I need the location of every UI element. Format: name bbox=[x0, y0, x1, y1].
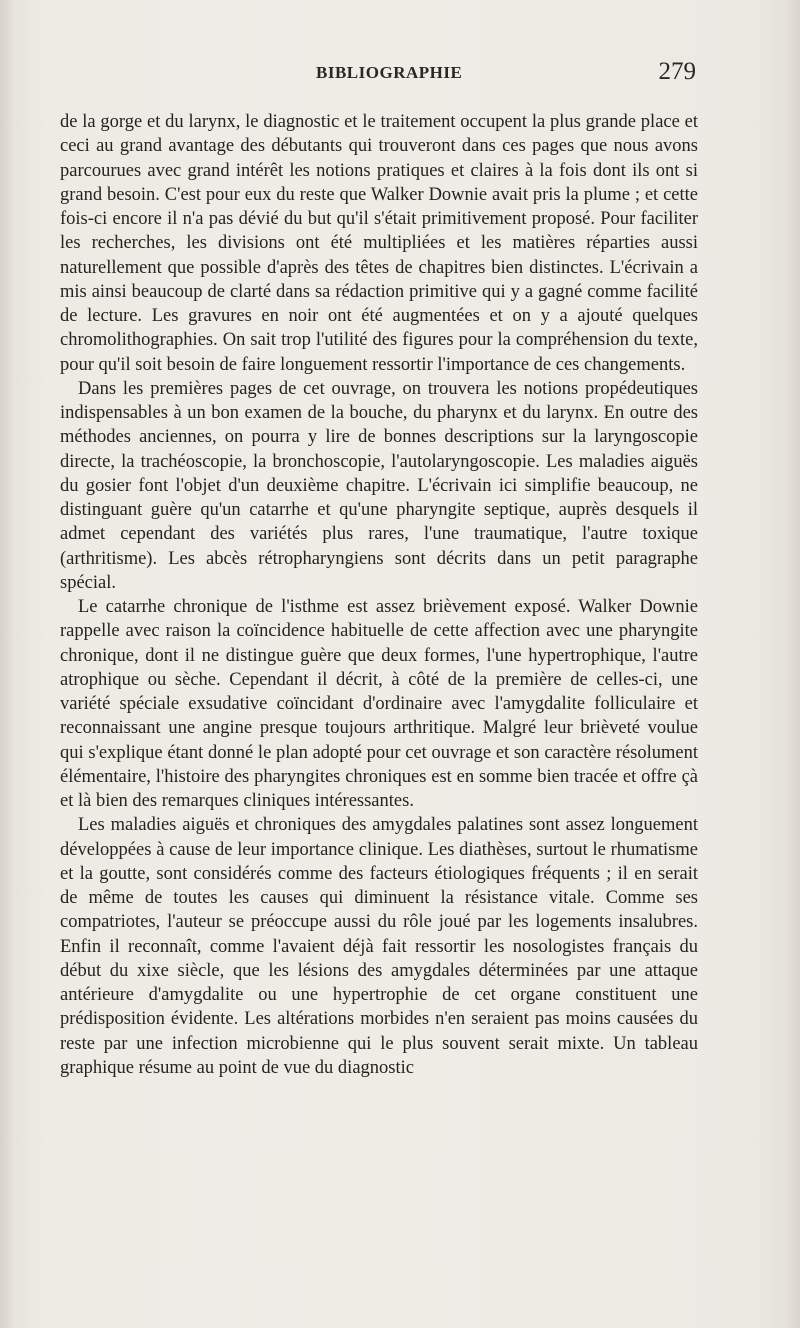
page-edge-shadow bbox=[786, 0, 800, 1328]
page-gutter-shadow bbox=[0, 0, 14, 1328]
running-header bbox=[60, 60, 696, 90]
paragraph-3: Le catarrhe chronique de l'isthme est assez brièvement exposé. Walker Downie rappelle avec raison la coïncidence habituelle de cette affection avec une pharyngite chronique, dont il ne distingue guère que deux formes, l'une hypertrophique, l'autre atrophique ou sèche. Cependant il décrit, à côté de la première de celles-ci, une variété spéciale exsudative coïncidant d'ordinaire avec l'amygdalite folliculaire et reconnaissant une angine presque toujours arthritique. Malgré leur brièveté voulue qui s'explique étant donné le plan adopté pour cet ouvrage et son caractère résolument élémentaire, l'histoire des pharyngites chroniques est en somme bien tracée et offre çà et là bien des remarques cliniques intéressantes. bbox=[60, 597, 698, 811]
running-title: BIBLIOGRAPHIE bbox=[316, 63, 463, 82]
body-text bbox=[60, 110, 698, 1080]
paragraph-2: Dans les premières pages de cet ouvrage, on trouvera les notions propédeutiques indispensables à un bon examen de la bouche, du pharynx et du larynx. En outre des méthodes anciennes, on pourra y lire de bonnes descriptions sur la laryngoscopie directe, la trachéoscopie, la bronchoscopie, l'autolaryngoscopie. Les maladies aiguës du gosier font l'objet d'un deuxième chapitre. L'écrivain ici simplifie beaucoup, ne distinguant guère qu'un catarrhe et qu'une pharyngite septique, auprès desquels il admet cependant des variétés plus rares, l'une traumatique, l'autre toxique (arthritisme). Les abcès rétropharyngiens sont décrits dans un petit paragraphe spécial. bbox=[60, 378, 698, 593]
paragraph-1: de la gorge et du larynx, le diagnostic et le traitement occupent la plus grande place et ceci au grand avantage des débutants qui trouveront dans ces pages que nous avons parcourues avec grand intérêt les notions pratiques et claires à la fois dont ils ont si grand besoin. C'est pour eux du reste que Walker Downie avait pris la plume ; et cette fois-ci encore il n'a pas dévié du but qu'il s'était primitivement proposé. Pour faciliter les recherches, les divisions ont été multipliées et les matières réparties aussi naturellement que possible d'après des têtes de chapitres bien distinctes. L'écrivain a mis ainsi beaucoup de clarté dans sa rédaction primitive qui y a gagné comme facilité de lecture. Les gravures en noir ont été augmentées et on y a ajouté quelques chromolithographies. On sait trop l'utilité des figures pour la compréhension du texte, pour qu'il soit besoin de faire longuement ressortir l'importance de ces changements. bbox=[60, 112, 698, 375]
paragraph-4: Les maladies aiguës et chroniques des amygdales palatines sont assez longuement développées à cause de leur importance clinique. Les diathèses, surtout le rhumatisme et la goutte, sont considérés comme des facteurs étiologiques fréquents ; il en serait de même de toutes les causes qui diminuent la résistance vitale. Comme ses compatriotes, l'auteur se préoccupe aussi du rôle joué par les logements insalubres. Enfin il reconnaît, comme l'avaient déjà fait ressortir les nosologistes français du début du xixe siècle, que les lésions des amygdales déterminées par une attaque antérieure d'amygdalite ou une hypertrophie de cet organe constituent une prédisposition évidente. Les altérations morbides n'en seraient pas moins causées du reste par une infection microbienne qui le plus souvent serait mixte. Un tableau graphique résume au point de vue du diagnostic bbox=[60, 815, 698, 1078]
page-number: 279 bbox=[658, 58, 696, 85]
